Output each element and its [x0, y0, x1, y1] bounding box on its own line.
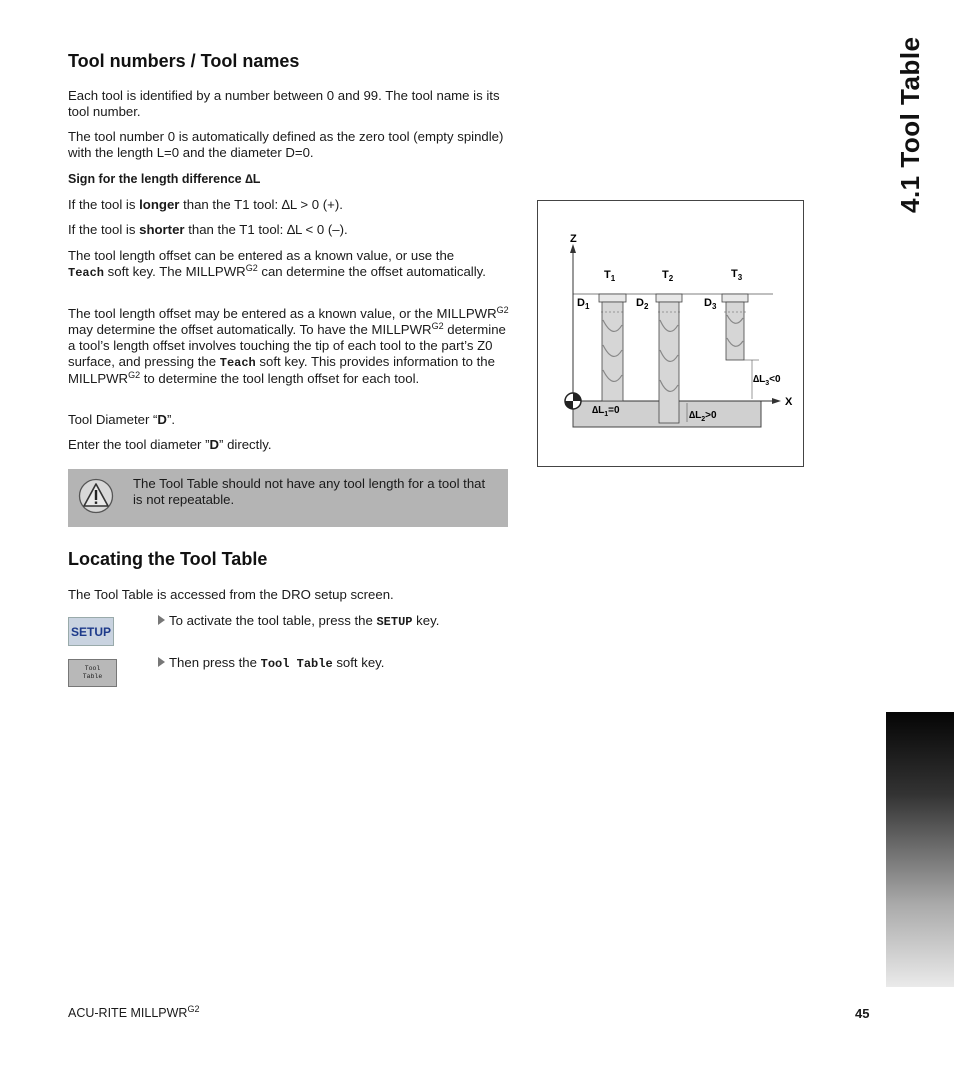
subheading-length-difference: Sign for the length difference ∆L — [68, 172, 261, 186]
diameter-2-label: $D_2$ — [636, 297, 649, 311]
tool-1-label: $T_1$ — [604, 269, 616, 283]
page-number: 45 — [855, 1006, 870, 1021]
tool-1 — [599, 294, 626, 401]
x-axis-label: X — [785, 396, 793, 408]
chapter-tab-gradient — [886, 712, 954, 987]
warning-note — [68, 469, 508, 527]
delta-l2-label: $\Delta L_2>0$ — [689, 410, 717, 423]
section-heading-locating-tool-table: Locating the Tool Table — [68, 549, 268, 569]
tool-length-diagram — [537, 200, 804, 467]
tool-3-label: $T_3$ — [731, 268, 743, 282]
paragraph-shorter-tool: If the tool is shorter than the T1 tool: ∆L < 0 (–). — [68, 222, 348, 237]
paragraph-tool-table-access: The Tool Table is accessed from the DRO setup screen. — [68, 587, 394, 602]
delta-l1-label: $\Delta L_1=0$ — [592, 405, 620, 418]
tool-2-label: $T_2$ — [662, 269, 674, 283]
teach-softkey-ref-2: Teach — [219, 356, 256, 370]
paragraph-tool-identification: Each tool is identified by a number between 0 and 99. The tool name is its tool number. — [68, 88, 500, 119]
tool-2 — [656, 294, 682, 423]
origin-icon — [565, 393, 581, 409]
diameter-3-label: $D_3$ — [704, 297, 717, 311]
step-arrow-icon — [158, 657, 165, 667]
delta-l3-label: $\Delta L_3<0$ — [753, 374, 781, 387]
step-press-tool-table: Then press the Tool Table soft key. — [158, 655, 384, 672]
side-chapter-title: 4.1 Tool Table — [895, 36, 925, 213]
tool-table-softkey: Tool Table — [68, 659, 117, 687]
warning-note-text: The Tool Table should not have any tool length for a tool that is not repeatable. — [133, 476, 486, 507]
paragraph-length-offset-auto: The tool length offset may be entered as a known value, or the $MILLPWR^{G2}$ may determine the offset automatically. To have the $MILLPWR^{G2}$ determine a tool’s length offset involves touching the tip of each tool to the part’s Z0 surface, and pressing the Teach soft key. This provides information to the $MILLPWR^{G2}$ to determine the tool length offset for each tool. — [68, 305, 509, 386]
step-arrow-icon — [158, 615, 165, 625]
paragraph-tool-diameter: Tool Diameter “D”. — [68, 412, 176, 427]
teach-softkey-ref: Teach — [68, 266, 105, 280]
paragraph-zero-tool: The tool number 0 is automatically defined as the zero tool (empty spindle) with the length L=0 and the diameter D=0. — [68, 129, 504, 160]
setup-key: SETUP — [68, 617, 114, 646]
paragraph-longer-tool: If the tool is longer than the T1 tool: ∆L > 0 (+). — [68, 197, 343, 212]
paragraph-enter-diameter: Enter the tool diameter ”D” directly. — [68, 437, 272, 452]
step-activate-tool-table: To activate the tool table, press the SETUP key. — [158, 613, 439, 630]
warning-icon — [78, 478, 114, 514]
paragraph-length-offset-teach: The tool length offset can be entered as a known value, or use the Teach soft key. The $MILLPWR^{G2}$ can determine the offset automatically. — [68, 248, 486, 280]
footer-product-name: ACU-RITE $MILLPWR^{G2}$ — [68, 1004, 200, 1020]
section-heading-tool-numbers: Tool numbers / Tool names — [68, 51, 300, 71]
tool-3 — [722, 294, 748, 360]
diameter-1-label: $D_1$ — [577, 297, 590, 311]
z-axis-label: Z — [570, 233, 577, 245]
